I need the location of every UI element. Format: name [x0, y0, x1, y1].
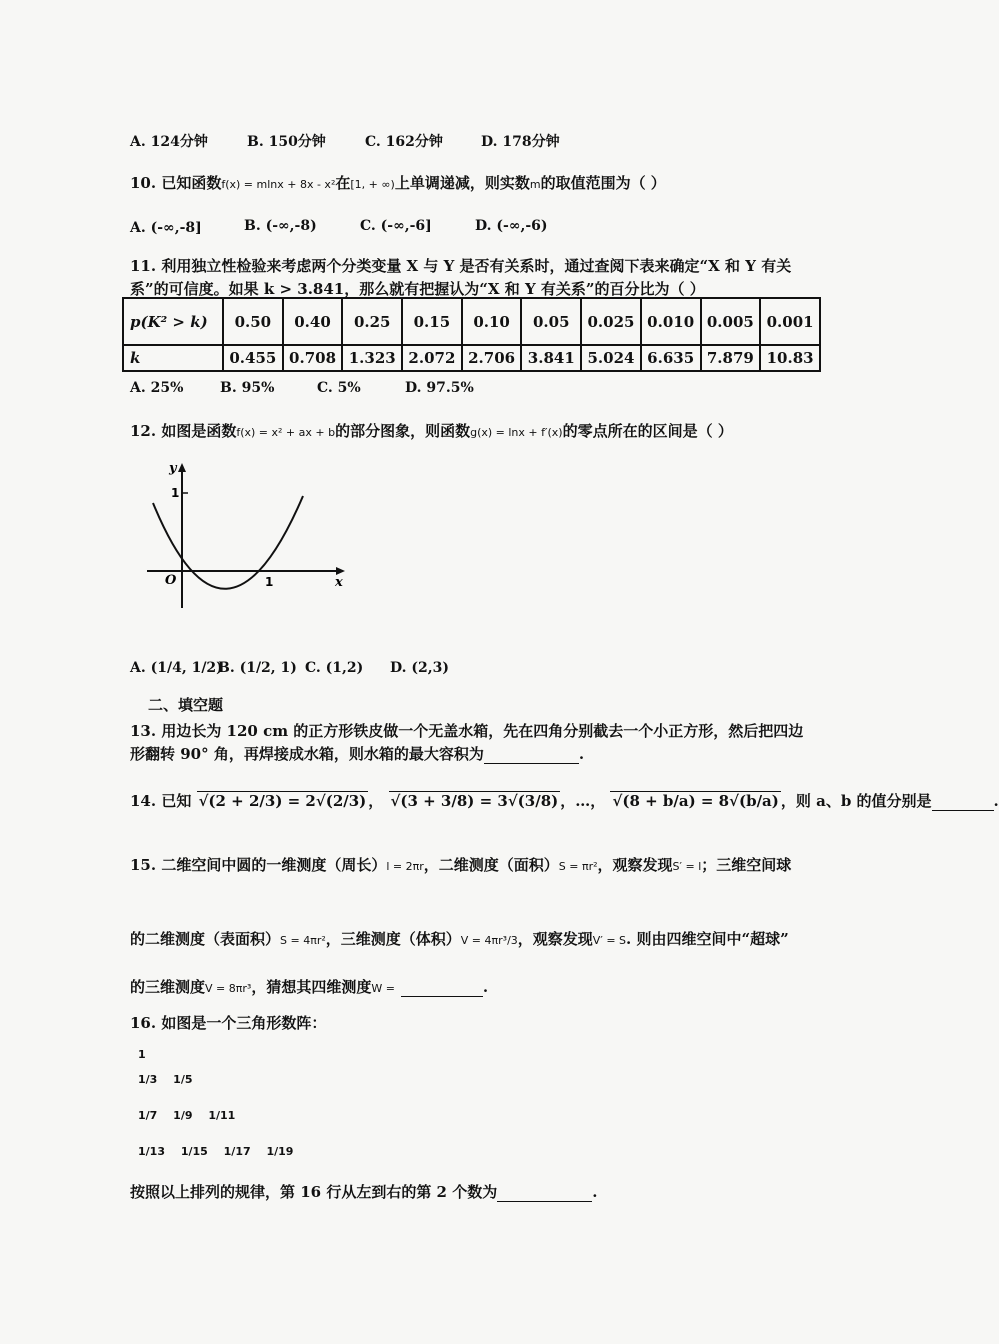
x-axis-label: x: [335, 575, 343, 590]
section-heading: 二、填空题: [148, 696, 224, 714]
q15-text: 的二维测度（表面积）: [130, 930, 281, 948]
triangle-entry: [173, 1074, 192, 1085]
q15-text: ，猜想其四维测度: [251, 978, 372, 996]
q15-formula: S = 4πr²: [280, 934, 326, 947]
fraction-text: 1/7: [138, 1108, 158, 1122]
fraction-text: 1/17: [223, 1144, 251, 1158]
q13-stem-line2: 形翻转 90° 角，再焊接成水箱，则水箱的最大容积为 .: [130, 745, 585, 763]
triangle-row: [138, 1048, 146, 1061]
q11-option-c: C. 5%: [317, 380, 361, 396]
answer-blank: [484, 749, 579, 764]
q10-prefix: 10. 已知函数: [130, 174, 222, 192]
fraction-text: 1/3: [138, 1072, 158, 1086]
q15-text: ，三维测度（体积）: [325, 930, 461, 948]
q15-line1: [130, 854, 791, 875]
triangle-row: [138, 1144, 305, 1157]
q15-text: ；三维空间球: [701, 856, 792, 874]
triangle-entry: [266, 1146, 293, 1157]
q15-formula: W =: [371, 982, 395, 995]
triangle-entry: [138, 1146, 165, 1157]
critical-value-table: [122, 297, 821, 372]
q15-formula: S = πr²: [558, 860, 598, 873]
table-cell: 0.15: [402, 298, 462, 345]
q10-end: 的取值范围为（ ）: [540, 174, 666, 192]
q11-option-a: A. 25%: [130, 380, 184, 396]
q9-option-c: C. 162分钟: [365, 134, 443, 150]
q12-option-c: C. (1,2): [305, 660, 364, 676]
q10-variable: m: [529, 178, 541, 191]
table-cell: 0.25: [342, 298, 402, 345]
table-row: [123, 345, 820, 371]
q10-stem: [130, 172, 666, 193]
fraction-text: 1/13: [138, 1144, 165, 1158]
q15-line3: 的三维测度V = 8πr³，猜想其四维测度W = .: [130, 978, 489, 996]
table-cell: 0.001: [760, 298, 820, 345]
table-cell: 0.708: [283, 345, 343, 371]
q11-stem-line2: 系”的可信度。如果 k > 3.841，那么就有把握认为“X 和 Y 有关系”的百分比为（ ）: [130, 280, 705, 298]
q15-text: . 则由四维空间中“超球”: [626, 930, 789, 948]
table-row-header: p(K² > k): [123, 298, 223, 345]
q14-suffix: ，则 a、b 的值分别是: [780, 792, 932, 810]
q14-stem: 14. 已知 √(2 + 2/3) = 2√(2/3) ， √(3 + 3/8) = 3√(3/8) ，…， √(8 + b/a) = 8√(b/a) ，则 a、b 的值分别是 .: [130, 792, 999, 810]
table-cell: 0.05: [521, 298, 581, 345]
q15-formula: V′ = S: [592, 934, 627, 947]
q9-option-a: A. 124分钟: [130, 134, 208, 150]
triangle-row: [138, 1072, 205, 1085]
q15-text: ，二维测度（面积）: [423, 856, 559, 874]
table-cell: 0.455: [223, 345, 283, 371]
q11-stem-line1: 11. 利用独立性检验来考虑两个分类变量 X 与 Y 是否有关系时，通过查阅下表来确定“X 和 Y 有关: [130, 257, 792, 275]
q16-question: 按照以上排列的规律，第 16 行从左到右的第 2 个数为 .: [130, 1183, 598, 1201]
q10-suffix: 上单调递减，则实数: [394, 174, 530, 192]
q13-line2-text: 形翻转 90° 角，再焊接成水箱，则水箱的最大容积为: [130, 745, 484, 763]
q15-formula: S′ = l: [672, 860, 702, 873]
q16-question-text: 按照以上排列的规律，第 16 行从左到右的第 2 个数为: [130, 1183, 498, 1201]
fraction-text: 1/11: [208, 1108, 236, 1122]
triangle-entry: [181, 1146, 208, 1157]
table-row-header: k: [123, 345, 223, 371]
table-cell: 0.005: [701, 298, 761, 345]
table-cell: 5.024: [581, 345, 641, 371]
triangle-entry: [224, 1146, 251, 1157]
q15-formula: V = 8πr³: [205, 982, 252, 995]
triangle-entry: 1: [138, 1048, 146, 1061]
answer-blank: [497, 1187, 592, 1202]
table-cell: 2.072: [402, 345, 462, 371]
table-cell: 2.706: [462, 345, 522, 371]
parabola-graph: [135, 458, 355, 618]
bleed-through-text: [745, 142, 749, 157]
table-cell: 6.635: [641, 345, 701, 371]
answer-blank: [401, 982, 483, 997]
q15-formula: V = 4πr³/3: [460, 934, 518, 947]
answer-blank: [932, 796, 994, 811]
q15-text: 15. 二维空间中圆的一维测度（周长）: [130, 856, 387, 874]
q12-function: f(x) = x² + ax + b: [236, 426, 336, 439]
triangle-entry: [173, 1110, 192, 1121]
triangle-row: [138, 1108, 247, 1121]
q15-text: 的三维测度: [130, 978, 206, 996]
q15-formula: l = 2πr: [386, 860, 424, 873]
q14-equation-1: √(2 + 2/3) = 2√(2/3): [198, 792, 367, 810]
table-cell: 1.323: [342, 345, 402, 371]
q15-text: ，观察发现: [517, 930, 593, 948]
fraction-text: 1/15: [180, 1144, 208, 1158]
q13-stem-line1: 13. 用边长为 120 cm 的正方形铁皮做一个无盖水箱，先在四角分别截去一个小正方形，然后把四边: [130, 722, 804, 740]
table-cell: 0.025: [581, 298, 641, 345]
triangle-entry: [208, 1110, 235, 1121]
table-cell: 10.83: [760, 345, 820, 371]
q14-equation-3: √(8 + b/a) = 8√(b/a): [612, 792, 779, 810]
table-cell: 0.010: [641, 298, 701, 345]
y-axis-arrow: [178, 463, 186, 472]
table-cell: 0.50: [223, 298, 283, 345]
table-row: [123, 298, 820, 345]
x-tick-label: 1: [265, 575, 274, 589]
y-axis-label: y: [169, 461, 177, 476]
q10-option-b: B. (-∞,-8): [244, 218, 317, 234]
q12-mid: 的部分图象，则函数: [335, 422, 471, 440]
q9-option-b: B. 150分钟: [247, 134, 326, 150]
triangle-entry: [138, 1074, 157, 1085]
q11-option-d: D. 97.5%: [405, 380, 474, 396]
q12-g-function: g(x) = lnx + f′(x): [470, 426, 563, 439]
q15-line2: [130, 928, 789, 949]
table-cell: 7.879: [701, 345, 761, 371]
x-axis-arrow: [336, 567, 345, 575]
q12-prefix: 12. 如图是函数: [130, 422, 237, 440]
q10-option-d: D. (-∞,-6): [475, 218, 548, 234]
q14-equation-2: √(3 + 3/8) = 3√(3/8): [390, 792, 559, 810]
q12-option-b: B. (1/2, 1): [218, 660, 297, 676]
origin-label: O: [165, 573, 177, 588]
q14-ellipsis: …: [575, 792, 591, 810]
triangle-entry: [138, 1110, 157, 1121]
q10-interval: [1, + ∞): [350, 178, 395, 191]
q14-prefix: 14. 已知: [130, 792, 192, 810]
q11-option-b: B. 95%: [220, 380, 275, 396]
fraction-text: 1/9: [173, 1108, 193, 1122]
q9-option-d: D. 178分钟: [481, 134, 560, 150]
q12-stem: [130, 420, 733, 441]
fraction-text: 1/19: [266, 1144, 294, 1158]
q12-option-a: A. (1/4, 1/2): [130, 660, 223, 676]
table-cell: 0.10: [462, 298, 522, 345]
q12-suffix: 的零点所在的区间是（ ）: [562, 422, 733, 440]
q15-text: ，观察发现: [597, 856, 673, 874]
q10-function: f(x) = mlnx + 8x - x²: [221, 178, 336, 191]
y-tick-label: 1: [171, 486, 180, 500]
fraction-text: 1/5: [173, 1072, 193, 1086]
table-cell: 3.841: [521, 345, 581, 371]
q10-mid: 在: [335, 174, 351, 192]
q16-stem: 16. 如图是一个三角形数阵：: [130, 1014, 327, 1032]
q10-option-c: C. (-∞,-6]: [360, 218, 432, 234]
q10-option-a: A. (-∞,-8]: [130, 220, 202, 236]
q12-option-d: D. (2,3): [390, 660, 449, 676]
table-cell: 0.40: [283, 298, 343, 345]
